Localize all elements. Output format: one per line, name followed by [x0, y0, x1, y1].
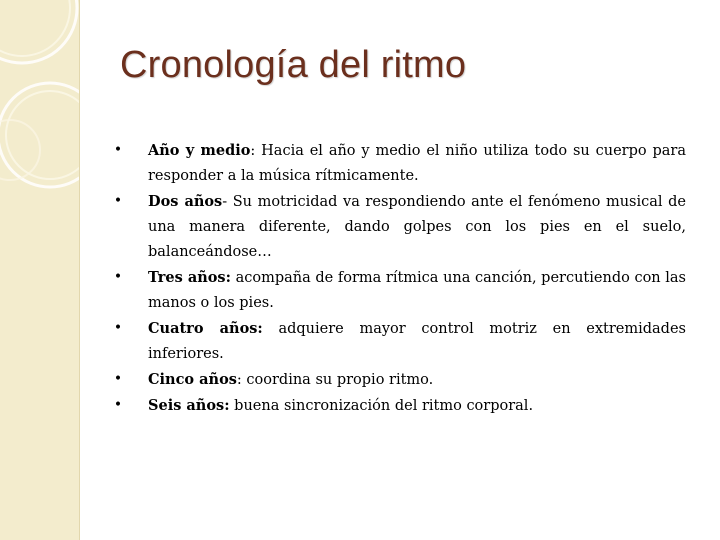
list-item [112, 316, 686, 367]
item-term: Cuatro años: [148, 320, 263, 337]
bullet-list [112, 138, 686, 419]
item-text: - Su motricidad va respondiendo ante el fenómeno musical de una manera diferente, dando golpes con los pies en el suelo, balanceándose… [148, 194, 686, 260]
item-text: : Hacia el año y medio el niño utiliza todo su cuerpo para responder a la música rítmicamente. [148, 143, 687, 184]
bullet-icon: • [113, 320, 123, 336]
bullet-icon: • [113, 371, 123, 387]
list-item [112, 393, 686, 419]
item-term: Año y medio [148, 142, 251, 159]
item-text: buena sincronización del ritmo corporal. [229, 398, 534, 414]
decorative-rings [0, 0, 79, 540]
bullet-icon: • [113, 269, 123, 285]
list-item [112, 367, 686, 393]
item-text: acompaña de forma rítmica una canción, percutiendo con las manos o los pies. [148, 270, 686, 311]
list-item [112, 138, 686, 189]
decorative-side-band [0, 0, 80, 540]
list-item [112, 189, 686, 265]
item-text: : coordina su propio ritmo. [236, 372, 434, 388]
item-text: adquiere mayor control motriz en extremidades inferiores. [148, 321, 686, 362]
item-term: Seis años: [148, 397, 230, 414]
item-term: Dos años [148, 193, 223, 210]
item-term: Cinco años [148, 371, 237, 388]
list-item [112, 265, 686, 316]
slide-title: Cronología del ritmo [120, 44, 467, 86]
bullet-icon: • [113, 397, 123, 413]
item-term: Tres años: [148, 269, 231, 286]
bullet-icon: • [113, 193, 123, 209]
bullet-icon: • [113, 142, 123, 158]
